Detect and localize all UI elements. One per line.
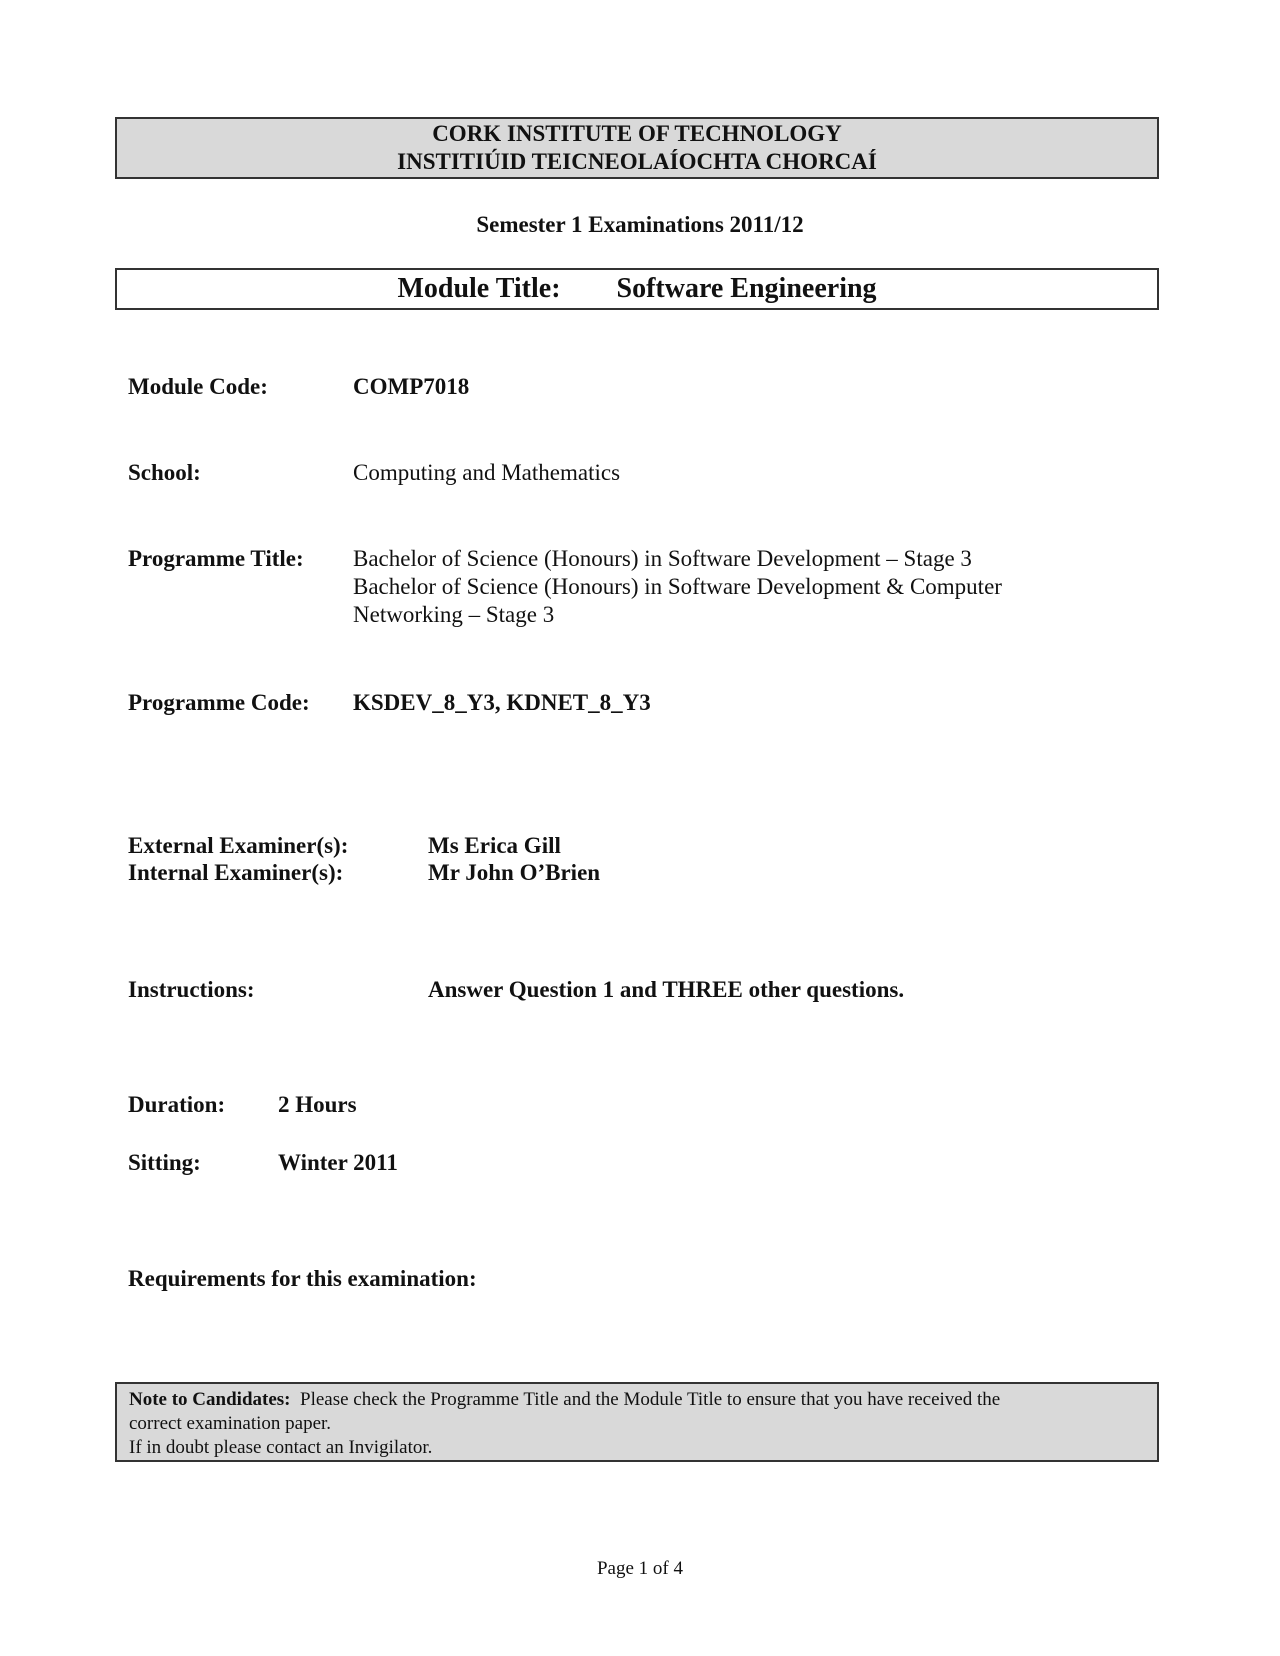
note-text-line2: correct examination paper. [129,1413,332,1434]
duration-value: 2 Hours [278,1092,357,1117]
programme-code-label: Programme Code: [128,690,310,715]
external-examiner-label: External Examiner(s): [128,833,349,858]
external-examiner-value: Ms Erica Gill [428,833,561,858]
programme-title-label: Programme Title: [128,546,304,571]
module-title-label: Module Title: [397,273,561,304]
institution-name-en: CORK INSTITUTE OF TECHNOLOGY [432,121,842,146]
programme-title-line: Bachelor of Science (Honours) in Software Development – Stage 3 [353,546,972,571]
note-text-line3: If in doubt please contact an Invigilator. [129,1437,433,1458]
institution-header [115,117,1159,179]
programme-title-line: Networking – Stage 3 [353,602,555,627]
institution-name-ga: INSTITIÚID TEICNEOLAÍOCHTA CHORCAÍ [397,149,877,174]
requirements-label: Requirements for this examination: [128,1266,477,1291]
instructions-value: Answer Question 1 and THREE other questions. [428,977,905,1002]
duration-label: Duration: [128,1092,226,1117]
programme-code-value: KSDEV_8_Y3, KDNET_8_Y3 [353,690,651,715]
instructions-label: Instructions: [128,977,255,1002]
page-number: Page 1 of 4 [596,1558,683,1579]
module-code-value: COMP7018 [353,374,470,399]
school-value: Computing and Mathematics [353,460,621,485]
semester-title: Semester 1 Examinations 2011/12 [476,212,804,237]
module-title-box [115,268,1159,310]
module-code-label: Module Code: [128,374,268,399]
note-label: Note to Candidates: [129,1389,291,1410]
school-label: School: [128,460,201,485]
sitting-label: Sitting: [128,1150,201,1175]
note-text-line1: Please check the Programme Title and the Module Title to ensure that you have received the [300,1389,1001,1410]
internal-examiner-label: Internal Examiner(s): [128,860,344,885]
programme-title-value [353,545,1002,629]
internal-examiner-value: Mr John O’Brien [428,860,601,885]
sitting-value: Winter 2011 [278,1150,398,1175]
programme-title-line: Bachelor of Science (Honours) in Software Development & Computer [353,574,1002,599]
module-title-value: Software Engineering [616,273,877,304]
note-to-candidates [115,1382,1159,1462]
